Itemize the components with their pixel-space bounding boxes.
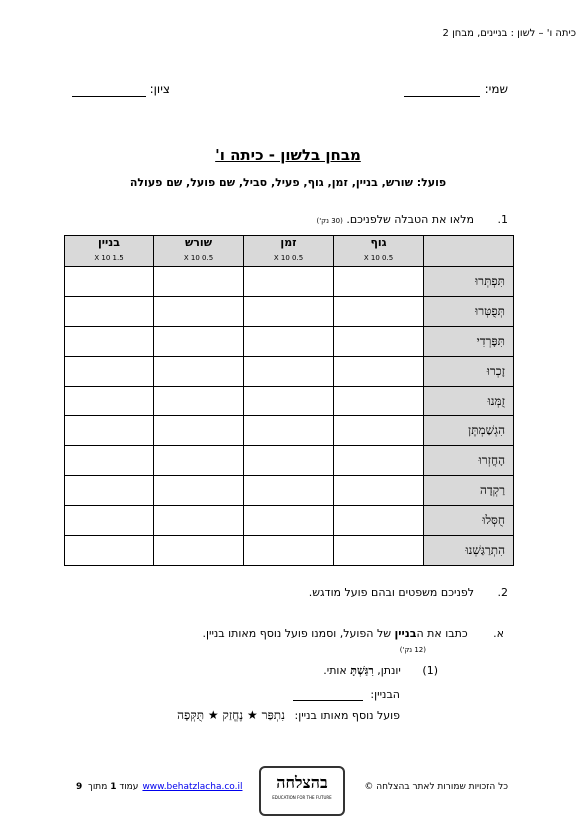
- table-row: [65, 296, 514, 326]
- item-1-sentence-before: יונתן,: [373, 664, 401, 677]
- answer-cell-shoresh[interactable]: [154, 296, 244, 326]
- question-1-text: מלאו את הטבלה שלפניכם.: [346, 213, 474, 226]
- verb-cell: הָחֳזְרוּ: [424, 446, 514, 476]
- header-label: בניין: [98, 236, 120, 249]
- conjugation-table: [64, 235, 514, 566]
- table-row: [65, 326, 514, 356]
- footer-left: [76, 782, 242, 792]
- another-verb-options[interactable]: נִתְפַּר ★ נֶחֱזַק ★ תֻּקְּפָה: [177, 708, 285, 722]
- question-1: [317, 213, 508, 226]
- verb-cell: הִתְרַגַּשְׁנוּ: [424, 536, 514, 566]
- verb-cell: הִגְשַׁמְתֶּן: [424, 416, 514, 446]
- grade-field: [72, 82, 170, 98]
- verb-cell: זָכְרוּ: [424, 356, 514, 386]
- item-1-binyan: [293, 686, 400, 701]
- answer-cell-guf[interactable]: [334, 296, 424, 326]
- logo-small-text: EDUCATION FOR THE FUTURE: [272, 795, 332, 800]
- answer-cell-shoresh[interactable]: [154, 267, 244, 297]
- question-2a-points: (12 נק'): [399, 646, 426, 654]
- name-field: [404, 82, 508, 98]
- grade-line[interactable]: [72, 82, 146, 97]
- verb-cell: חֻסְּלוּ: [424, 506, 514, 536]
- question-1-points: (30 נק'): [316, 217, 343, 225]
- header-points: 0.5 X 10: [363, 254, 394, 262]
- answer-cell-guf[interactable]: [334, 386, 424, 416]
- answer-cell-shoresh[interactable]: [154, 476, 244, 506]
- verb-cell: זֻמְּנוּ: [424, 386, 514, 416]
- item-1-sentence-after: אותי.: [323, 664, 351, 677]
- header-cell-word: [424, 236, 514, 267]
- answer-cell-guf[interactable]: [334, 506, 424, 536]
- header-cell-guf: [334, 236, 424, 267]
- header-points: 0.5 X 10: [183, 254, 214, 262]
- answer-cell-binyan[interactable]: [65, 506, 154, 536]
- answer-cell-binyan[interactable]: [65, 416, 154, 446]
- logo-text: בהצלחה: [276, 773, 328, 792]
- answer-cell-guf[interactable]: [334, 267, 424, 297]
- answer-cell-guf[interactable]: [334, 356, 424, 386]
- item-1-sentence: [323, 664, 438, 677]
- table-header-row: [65, 236, 514, 267]
- answer-cell-zman[interactable]: [244, 416, 334, 446]
- answer-cell-binyan[interactable]: [65, 536, 154, 566]
- table-row: [65, 446, 514, 476]
- answer-cell-zman[interactable]: [244, 356, 334, 386]
- answer-cell-binyan[interactable]: [65, 446, 154, 476]
- page-title: מבחן בלשון - כיתה ו': [215, 146, 361, 164]
- question-2a-text-after: של הפועל, וסמנו פועל נוסף מאותו בניין.: [202, 627, 395, 640]
- table-row: [65, 416, 514, 446]
- table-row: [65, 506, 514, 536]
- answer-cell-binyan[interactable]: [65, 476, 154, 506]
- answer-cell-shoresh[interactable]: [154, 536, 244, 566]
- answer-cell-binyan[interactable]: [65, 296, 154, 326]
- binyan-label: הבניין:: [370, 688, 400, 701]
- answer-cell-zman[interactable]: [244, 536, 334, 566]
- question-2: [309, 586, 508, 599]
- page-number: עמוד 1 מתוך: [85, 782, 139, 792]
- website-link[interactable]: www.behatzlacha.co.il: [142, 782, 243, 792]
- answer-cell-shoresh[interactable]: [154, 326, 244, 356]
- page-total: 9: [76, 782, 83, 792]
- item-1-verb-bold: רִגַּשְׁתָּ: [350, 664, 374, 677]
- page-header: כיתה ו' – לשון : בניינים, מבחן 2: [442, 28, 576, 39]
- question-2-text: לפניכם משפטים ובהם פועל מודגש.: [308, 586, 474, 599]
- table-row: [65, 386, 514, 416]
- answer-cell-shoresh[interactable]: [154, 386, 244, 416]
- answer-cell-shoresh[interactable]: [154, 506, 244, 536]
- name-label: שמי:: [484, 82, 508, 96]
- table-row: [65, 476, 514, 506]
- behatzlacha-logo: [259, 766, 345, 816]
- item-1-another: [177, 708, 400, 723]
- answer-cell-zman[interactable]: [244, 386, 334, 416]
- binyan-answer-line[interactable]: [293, 686, 363, 701]
- copyright-text: כל הזכויות שמורות לאתר בהצלחה ©: [364, 782, 508, 792]
- answer-cell-guf[interactable]: [334, 326, 424, 356]
- table-row: [65, 267, 514, 297]
- answer-cell-zman[interactable]: [244, 326, 334, 356]
- answer-cell-guf[interactable]: [334, 446, 424, 476]
- question-1-number: 1.: [497, 213, 508, 226]
- answer-cell-guf[interactable]: [334, 476, 424, 506]
- another-verb-label: פועל נוסף מאותו בניין:: [294, 709, 400, 722]
- answer-cell-zman[interactable]: [244, 476, 334, 506]
- answer-cell-zman[interactable]: [244, 267, 334, 297]
- verb-cell: רַקְדָה: [424, 476, 514, 506]
- answer-cell-zman[interactable]: [244, 446, 334, 476]
- page-subtitle: פועל: שורש, בניין, זמן, גוף, פעיל, סביל, שם פועל, שם פעולה: [129, 176, 447, 189]
- answer-cell-shoresh[interactable]: [154, 446, 244, 476]
- header-points: 1.5 X 10: [94, 254, 124, 262]
- verb-cell: תִּפָּרְדִי: [424, 326, 514, 356]
- answer-cell-zman[interactable]: [244, 296, 334, 326]
- question-2a-text-before: כתבו את ה: [416, 627, 468, 640]
- question-2a-text-bold: בניין: [394, 627, 417, 640]
- header-cell-binyan: [65, 236, 154, 267]
- answer-cell-binyan[interactable]: [65, 326, 154, 356]
- question-2-number: 2.: [497, 586, 508, 599]
- header-label: שורש: [184, 236, 213, 249]
- header-cell-shoresh: [154, 236, 244, 267]
- table-row: [65, 356, 514, 386]
- verb-cell: תִּפְתְּרוּ: [424, 267, 514, 297]
- answer-cell-zman[interactable]: [244, 506, 334, 536]
- header-label: זמן: [280, 236, 297, 249]
- answer-cell-binyan[interactable]: [65, 267, 154, 297]
- answer-cell-guf[interactable]: [334, 416, 424, 446]
- header-cell-zman: [244, 236, 334, 267]
- answer-cell-shoresh[interactable]: [154, 416, 244, 446]
- name-line[interactable]: [404, 82, 480, 97]
- question-2a-letter: א.: [493, 627, 504, 640]
- answer-cell-guf[interactable]: [334, 536, 424, 566]
- verb-cell: תְּפֻטְּרוּ: [424, 296, 514, 326]
- grade-label: ציון:: [149, 82, 170, 96]
- answer-cell-shoresh[interactable]: [154, 356, 244, 386]
- header-points: 0.5 X 10: [273, 254, 304, 262]
- answer-cell-binyan[interactable]: [65, 356, 154, 386]
- header-label: גוף: [370, 236, 387, 249]
- question-2a: [202, 627, 504, 640]
- table-row: [65, 536, 514, 566]
- item-1-number: (1): [422, 664, 438, 677]
- answer-cell-binyan[interactable]: [65, 386, 154, 416]
